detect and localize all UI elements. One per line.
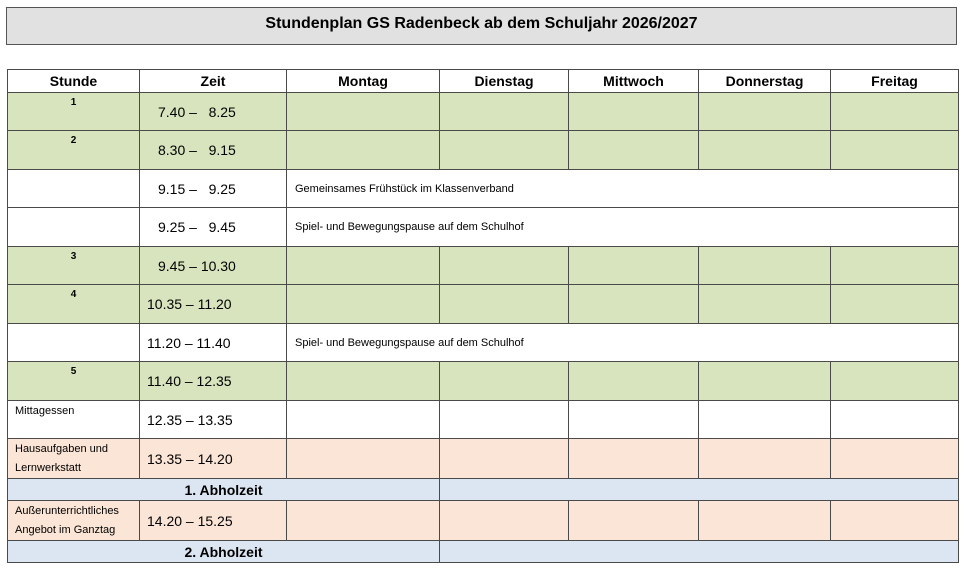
table-row	[8, 439, 959, 479]
header-montag: Montag	[287, 70, 440, 93]
slot-donnerstag	[699, 439, 831, 479]
stunde-cell: 5	[8, 362, 140, 401]
pickup-row	[8, 541, 959, 563]
pickup-filler	[440, 541, 959, 563]
pickup-label: 2. Abholzeit	[8, 541, 440, 563]
slot-freitag	[831, 93, 959, 131]
table-row	[8, 362, 959, 401]
slot-dienstag	[440, 285, 569, 324]
pickup-row	[8, 479, 959, 501]
slot-donnerstag	[699, 362, 831, 401]
slot-donnerstag	[699, 247, 831, 285]
slot-donnerstag	[699, 401, 831, 439]
stunde-cell: 4	[8, 285, 140, 324]
table-row	[8, 401, 959, 439]
stunde-cell	[8, 439, 140, 479]
slot-dienstag	[440, 439, 569, 479]
stunde-line: Angebot im Ganztag	[15, 524, 116, 536]
slot-freitag	[831, 362, 959, 401]
slot-mittwoch	[569, 501, 699, 541]
timetable	[7, 69, 959, 563]
slot-freitag	[831, 401, 959, 439]
pickup-filler	[440, 479, 959, 501]
table-row	[8, 93, 959, 131]
slot-freitag	[831, 501, 959, 541]
slot-dienstag	[440, 401, 569, 439]
zeit-cell: 8.30 – 9.15	[140, 131, 287, 170]
slot-donnerstag	[699, 131, 831, 170]
zeit-cell: 9.25 – 9.45	[140, 208, 287, 247]
zeit-cell: 7.40 – 8.25	[140, 93, 287, 131]
stunde-cell	[8, 208, 140, 247]
slot-donnerstag	[699, 501, 831, 541]
table-row	[8, 247, 959, 285]
zeit-cell: 9.15 – 9.25	[140, 170, 287, 208]
slot-mittwoch	[569, 439, 699, 479]
pickup-label: 1. Abholzeit	[8, 479, 440, 501]
slot-dienstag	[440, 362, 569, 401]
slot-freitag	[831, 439, 959, 479]
slot-montag	[287, 501, 440, 541]
slot-montag	[287, 439, 440, 479]
stunde-cell: 3	[8, 247, 140, 285]
table-row	[8, 170, 959, 208]
slot-freitag	[831, 131, 959, 170]
slot-montag	[287, 131, 440, 170]
slot-dienstag	[440, 247, 569, 285]
zeit-cell: 13.35 – 14.20	[140, 439, 287, 479]
page-title: Stundenplan GS Radenbeck ab dem Schuljahr 2026/2027	[6, 7, 957, 45]
break-note: Gemeinsames Frühstück im Klassenverband	[287, 170, 959, 208]
stunde-cell	[8, 170, 140, 208]
slot-mittwoch	[569, 362, 699, 401]
slot-mittwoch	[569, 285, 699, 324]
zeit-cell: 14.20 – 15.25	[140, 501, 287, 541]
zeit-cell: 9.45 – 10.30	[140, 247, 287, 285]
slot-montag	[287, 285, 440, 324]
zeit-cell: 10.35 – 11.20	[140, 285, 287, 324]
slot-mittwoch	[569, 93, 699, 131]
slot-dienstag	[440, 501, 569, 541]
header-zeit: Zeit	[140, 70, 287, 93]
header-dienstag: Dienstag	[440, 70, 569, 93]
stunde-cell	[8, 501, 140, 541]
slot-dienstag	[440, 93, 569, 131]
stunde-line: Hausaufgaben und	[15, 443, 108, 455]
header-row	[8, 70, 959, 93]
zeit-cell: 11.20 – 11.40	[140, 324, 287, 362]
header-freitag: Freitag	[831, 70, 959, 93]
stunde-cell: Mittagessen	[8, 401, 140, 439]
header-donnerstag: Donnerstag	[699, 70, 831, 93]
table-row	[8, 501, 959, 541]
slot-mittwoch	[569, 131, 699, 170]
break-note: Spiel- und Bewegungspause auf dem Schulhof	[287, 324, 959, 362]
break-note: Spiel- und Bewegungspause auf dem Schulhof	[287, 208, 959, 247]
stunde-line: Lernwerkstatt	[15, 462, 82, 474]
stunde-cell: 1	[8, 93, 140, 131]
slot-mittwoch	[569, 247, 699, 285]
table-row	[8, 285, 959, 324]
zeit-cell: 11.40 – 12.35	[140, 362, 287, 401]
header-stunde: Stunde	[8, 70, 140, 93]
slot-montag	[287, 247, 440, 285]
slot-freitag	[831, 285, 959, 324]
table-row	[8, 324, 959, 362]
slot-mittwoch	[569, 401, 699, 439]
header-mittwoch: Mittwoch	[569, 70, 699, 93]
stunde-line: Außerunterrichtliches	[15, 505, 119, 517]
stunde-cell	[8, 324, 140, 362]
slot-dienstag	[440, 131, 569, 170]
slot-montag	[287, 362, 440, 401]
slot-freitag	[831, 247, 959, 285]
slot-donnerstag	[699, 93, 831, 131]
slot-montag	[287, 93, 440, 131]
stunde-cell: 2	[8, 131, 140, 170]
slot-donnerstag	[699, 285, 831, 324]
table-row	[8, 208, 959, 247]
slot-montag	[287, 401, 440, 439]
table-row	[8, 131, 959, 170]
zeit-cell: 12.35 – 13.35	[140, 401, 287, 439]
